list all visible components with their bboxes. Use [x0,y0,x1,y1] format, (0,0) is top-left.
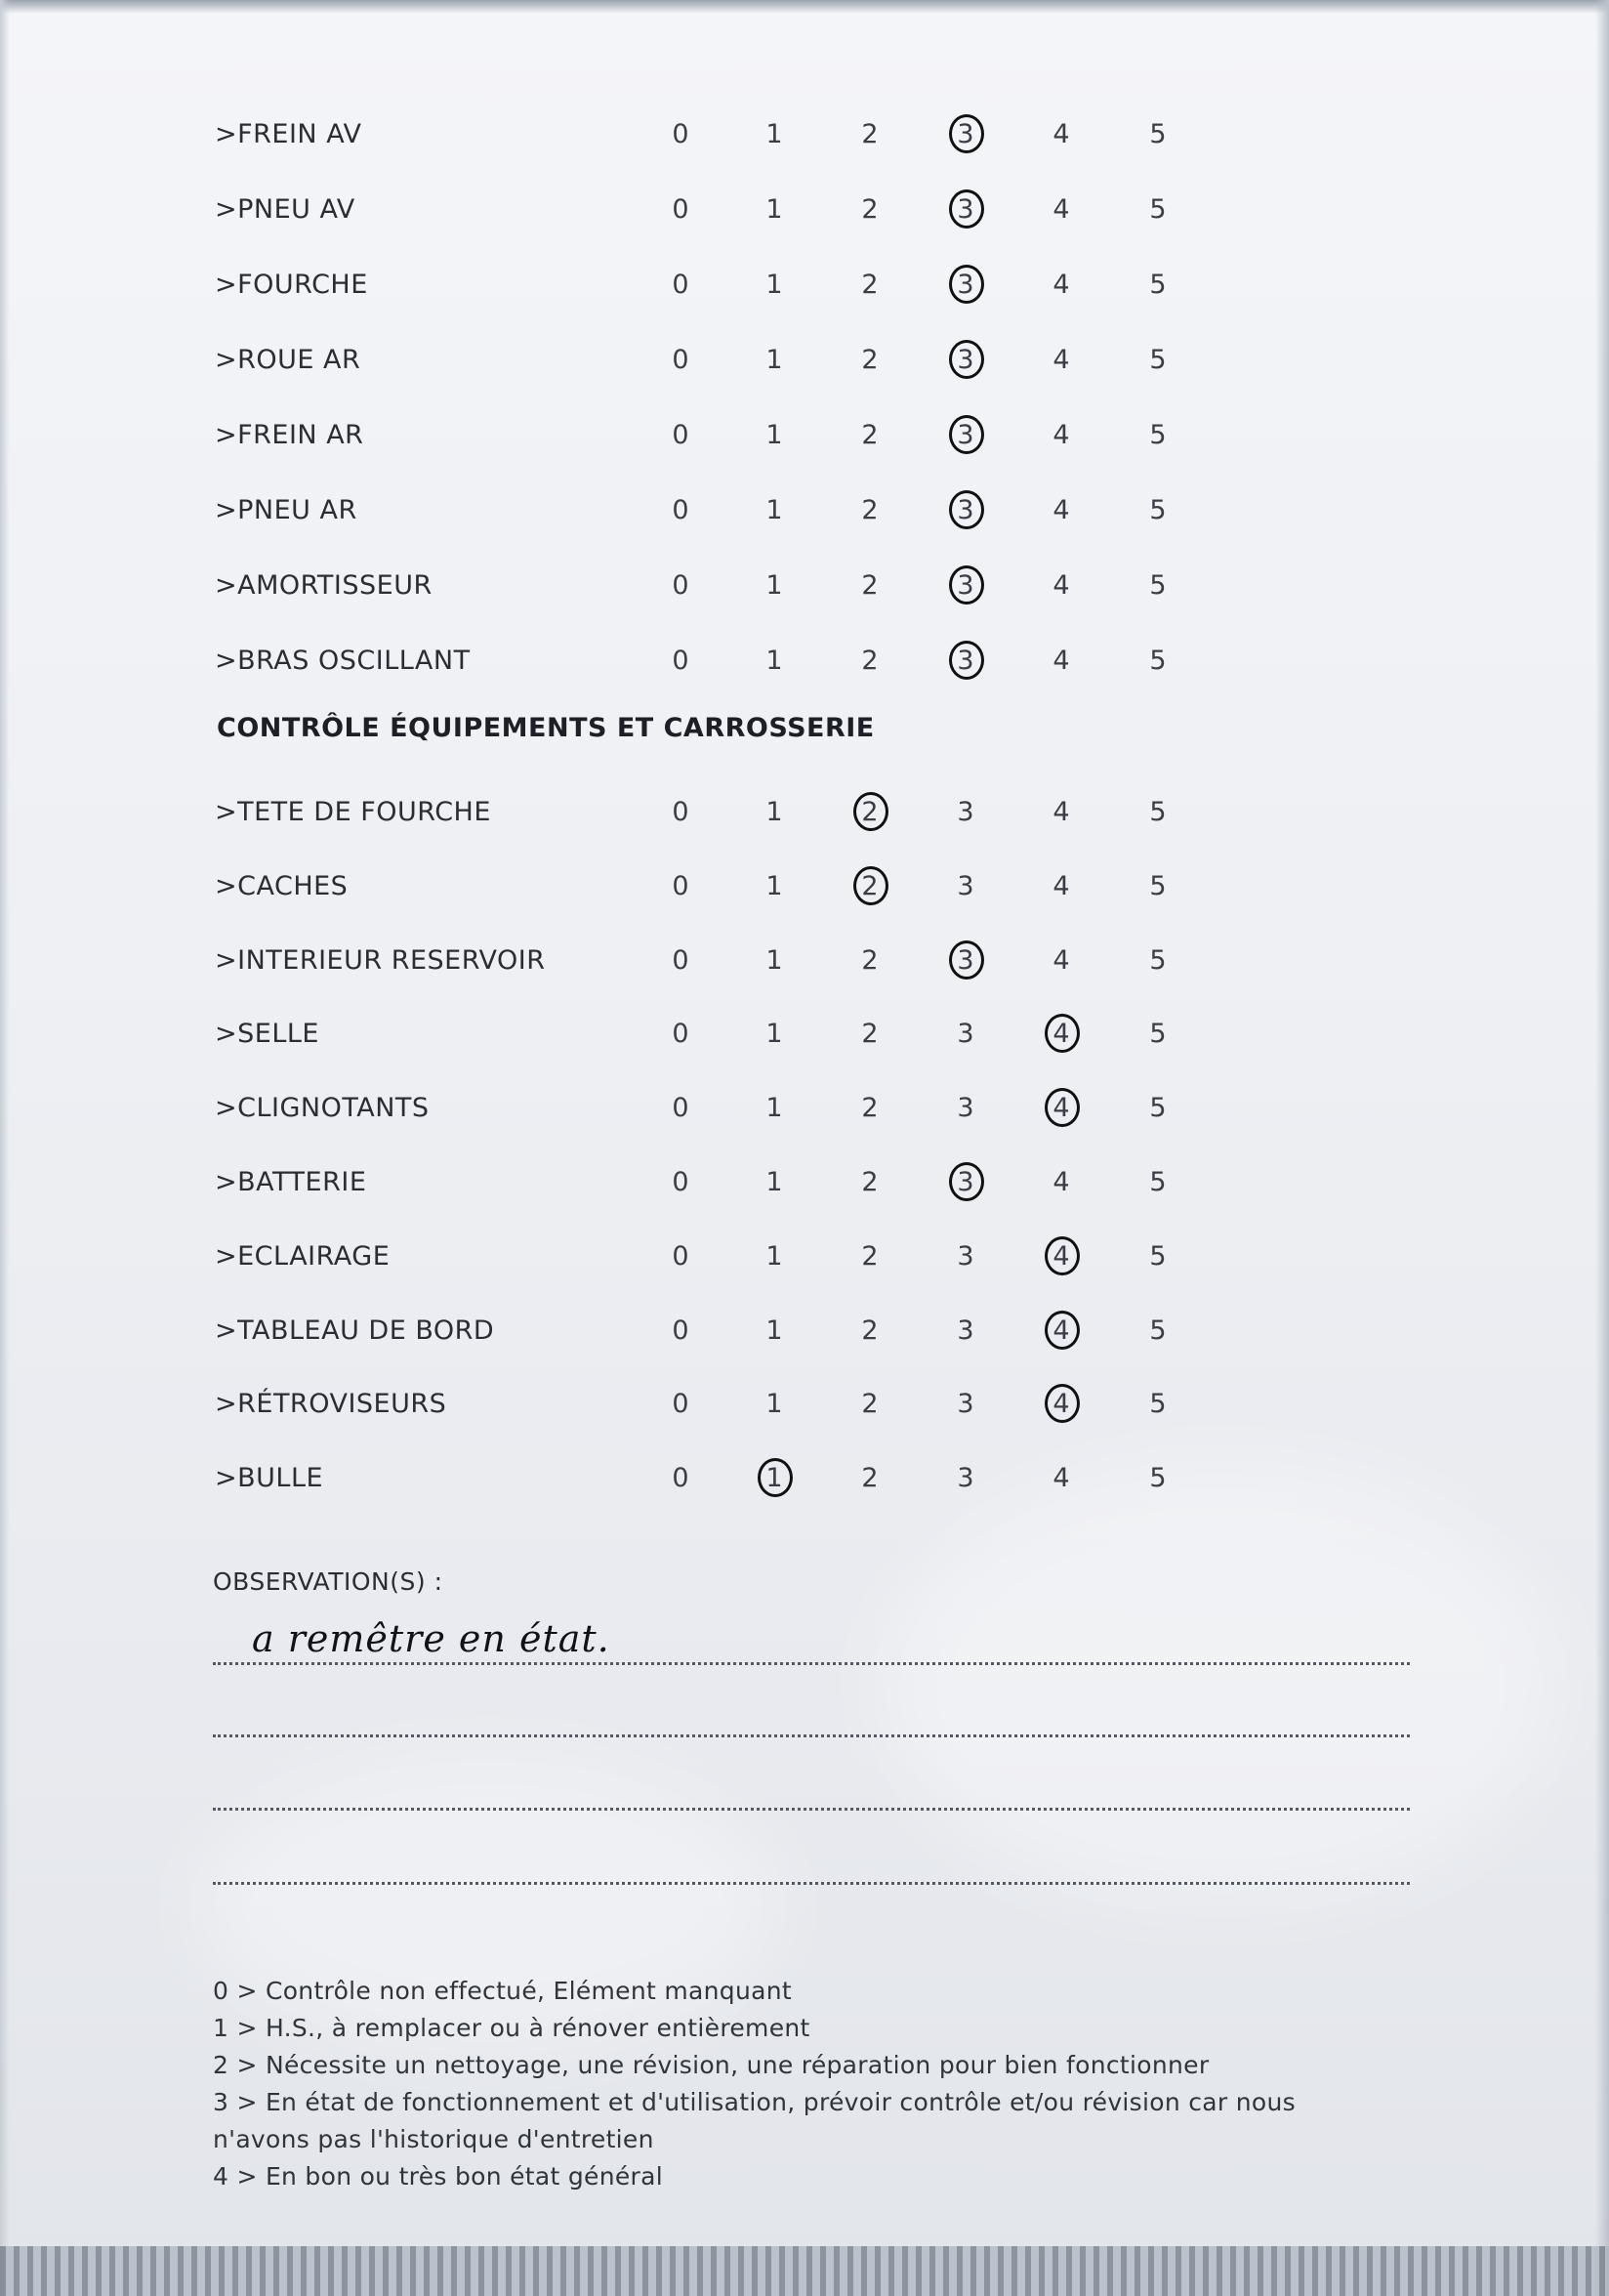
score-4[interactable]: 4 [1052,194,1070,225]
score-5[interactable]: 5 [1149,1389,1167,1419]
score-0[interactable]: 0 [672,646,689,676]
score-5[interactable]: 5 [1149,1167,1167,1197]
score-1[interactable]: 1 [765,1167,783,1197]
score-3[interactable]: 3 [957,1463,974,1493]
score-5[interactable]: 5 [1149,119,1167,149]
score-5[interactable]: 5 [1149,871,1167,901]
score-1[interactable]: 1 [765,270,783,300]
legend-line: 2 > Nécessite un nettoyage, une révision, une réparation pour bien fonctionner [213,2051,1210,2079]
score-5[interactable]: 5 [1149,1463,1167,1493]
score-1[interactable]: 1 [765,420,783,450]
score-5[interactable]: 5 [1149,194,1167,225]
score-circled-3[interactable]: 3 [946,119,985,149]
score-0[interactable]: 0 [672,945,689,976]
checklist-row [215,1379,1416,1438]
score-2[interactable]: 2 [861,945,879,976]
score-2[interactable]: 2 [861,1093,879,1123]
score-circled-4[interactable]: 4 [1042,1389,1081,1419]
score-0[interactable]: 0 [672,194,689,225]
row-label: >SELLE [215,1019,319,1049]
score-3[interactable]: 3 [957,1093,974,1123]
row-label: >BATTERIE [215,1167,367,1197]
score-4[interactable]: 4 [1052,797,1070,827]
score-0[interactable]: 0 [672,1315,689,1346]
row-label: >FOURCHE [215,270,368,300]
score-1[interactable]: 1 [765,646,783,676]
score-0[interactable]: 0 [672,119,689,149]
checklist-row [215,485,1416,544]
plastic-glare [879,1465,1562,1904]
score-1[interactable]: 1 [765,1315,783,1346]
score-1[interactable]: 1 [765,1389,783,1419]
checklist-row [215,1231,1416,1290]
score-4[interactable]: 4 [1052,871,1070,901]
row-label: >PNEU AR [215,495,357,525]
score-5[interactable]: 5 [1149,1019,1167,1049]
score-4[interactable]: 4 [1052,495,1070,525]
score-5[interactable]: 5 [1149,945,1167,976]
sleeve-left-edge [0,0,10,2296]
score-3[interactable]: 3 [957,871,974,901]
score-circled-3[interactable]: 3 [946,495,985,525]
checklist-row [215,861,1416,920]
score-circled-3[interactable]: 3 [946,945,985,976]
score-2[interactable]: 2 [861,1315,879,1346]
score-4[interactable]: 4 [1052,1167,1070,1197]
row-label: >BRAS OSCILLANT [215,646,471,676]
score-1[interactable]: 1 [765,119,783,149]
row-label: >BULLE [215,1463,324,1493]
score-1[interactable]: 1 [765,1241,783,1272]
score-1[interactable]: 1 [765,570,783,601]
checklist-row [215,1083,1416,1142]
score-2[interactable]: 2 [861,119,879,149]
legend-line: 4 > En bon ou très bon état général [213,2162,663,2191]
row-label: >PNEU AV [215,194,355,225]
score-5[interactable]: 5 [1149,1241,1167,1272]
score-1[interactable]: 1 [765,345,783,375]
score-2[interactable]: 2 [861,194,879,225]
score-5[interactable]: 5 [1149,420,1167,450]
score-4[interactable]: 4 [1052,1463,1070,1493]
checklist-row [215,636,1416,694]
checklist-row [215,410,1416,469]
score-circled-2[interactable]: 2 [850,871,889,901]
score-5[interactable]: 5 [1149,1315,1167,1346]
row-label: >ROUE AR [215,345,361,375]
score-0[interactable]: 0 [672,495,689,525]
score-2[interactable]: 2 [861,420,879,450]
score-2[interactable]: 2 [861,270,879,300]
score-2[interactable]: 2 [861,570,879,601]
section-title: CONTRÔLE ÉQUIPEMENTS ET CARROSSERIE [217,713,875,743]
score-4[interactable]: 4 [1052,119,1070,149]
observations-title: OBSERVATION(S) : [213,1567,443,1596]
score-3[interactable]: 3 [957,1315,974,1346]
score-3[interactable]: 3 [957,797,974,827]
score-circled-3[interactable]: 3 [946,1167,985,1197]
observation-line [213,1808,1410,1811]
score-legend [213,1973,1414,2195]
row-label: >ECLAIRAGE [215,1241,391,1272]
score-circled-3[interactable]: 3 [946,345,985,375]
row-label: >RÉTROVISEURS [215,1389,447,1419]
score-1[interactable]: 1 [765,871,783,901]
checklist-row [215,335,1416,394]
row-label: >AMORTISSEUR [215,570,433,601]
score-4[interactable]: 4 [1052,420,1070,450]
score-1[interactable]: 1 [765,945,783,976]
checklist-row [215,1306,1416,1364]
score-5[interactable]: 5 [1149,570,1167,601]
score-1[interactable]: 1 [765,1019,783,1049]
row-label: >CACHES [215,871,349,901]
score-4[interactable]: 4 [1052,345,1070,375]
checklist-row [215,185,1416,243]
checklist-row [215,1009,1416,1067]
score-4[interactable]: 4 [1052,270,1070,300]
score-5[interactable]: 5 [1149,495,1167,525]
score-0[interactable]: 0 [672,1167,689,1197]
checklist-row [215,936,1416,994]
observation-line [213,1662,1410,1665]
observation-handwritten-note: a remêtre en état. [252,1617,610,1660]
checklist-row [215,787,1416,846]
row-label: >INTERIEUR RESERVOIR [215,945,546,976]
observation-line [213,1882,1410,1885]
score-0[interactable]: 0 [672,270,689,300]
sleeve-right-edge [1595,0,1609,2296]
checklist-row [215,1453,1416,1512]
row-label: >TETE DE FOURCHE [215,797,491,827]
score-circled-3[interactable]: 3 [946,570,985,601]
score-2[interactable]: 2 [861,1463,879,1493]
score-circled-1[interactable]: 1 [755,1463,794,1493]
score-circled-4[interactable]: 4 [1042,1019,1081,1049]
score-0[interactable]: 0 [672,797,689,827]
score-2[interactable]: 2 [861,1241,879,1272]
score-0[interactable]: 0 [672,345,689,375]
score-1[interactable]: 1 [765,495,783,525]
score-0[interactable]: 0 [672,1019,689,1049]
score-circled-4[interactable]: 4 [1042,1241,1081,1272]
sleeve-binding-edge [0,2246,1609,2296]
score-3[interactable]: 3 [957,1389,974,1419]
score-0[interactable]: 0 [672,1241,689,1272]
legend-line: 0 > Contrôle non effectué, Elément manquant [213,1977,792,2005]
score-2[interactable]: 2 [861,1167,879,1197]
score-2[interactable]: 2 [861,646,879,676]
score-circled-3[interactable]: 3 [946,270,985,300]
score-5[interactable]: 5 [1149,345,1167,375]
score-circled-3[interactable]: 3 [946,420,985,450]
score-1[interactable]: 1 [765,797,783,827]
score-circled-4[interactable]: 4 [1042,1093,1081,1123]
score-2[interactable]: 2 [861,345,879,375]
score-4[interactable]: 4 [1052,945,1070,976]
score-5[interactable]: 5 [1149,1093,1167,1123]
score-4[interactable]: 4 [1052,646,1070,676]
score-0[interactable]: 0 [672,871,689,901]
checklist-row [215,260,1416,318]
score-circled-3[interactable]: 3 [946,194,985,225]
score-3[interactable]: 3 [957,1241,974,1272]
score-4[interactable]: 4 [1052,570,1070,601]
checklist-row [215,109,1416,168]
score-2[interactable]: 2 [861,1389,879,1419]
score-0[interactable]: 0 [672,1389,689,1419]
score-1[interactable]: 1 [765,194,783,225]
score-5[interactable]: 5 [1149,646,1167,676]
observation-line [213,1734,1410,1737]
score-0[interactable]: 0 [672,420,689,450]
row-label: >CLIGNOTANTS [215,1093,430,1123]
score-2[interactable]: 2 [861,1019,879,1049]
score-5[interactable]: 5 [1149,797,1167,827]
score-0[interactable]: 0 [672,570,689,601]
legend-line: 3 > En état de fonctionnement et d'utilisation, prévoir contrôle et/ou révision car nous [213,2088,1296,2116]
score-1[interactable]: 1 [765,1093,783,1123]
score-5[interactable]: 5 [1149,270,1167,300]
checklist-row [215,1157,1416,1216]
score-circled-3[interactable]: 3 [946,646,985,676]
score-circled-4[interactable]: 4 [1042,1315,1081,1346]
score-circled-2[interactable]: 2 [850,797,889,827]
score-3[interactable]: 3 [957,1019,974,1049]
legend-line: n'avons pas l'historique d'entretien [213,2125,654,2153]
score-0[interactable]: 0 [672,1463,689,1493]
legend-line: 1 > H.S., à remplacer ou à rénover entièrement [213,2014,810,2042]
checklist-row [215,561,1416,619]
score-2[interactable]: 2 [861,495,879,525]
score-0[interactable]: 0 [672,1093,689,1123]
row-label: >FREIN AV [215,119,362,149]
row-label: >TABLEAU DE BORD [215,1315,495,1346]
sleeve-top-edge [0,0,1609,14]
row-label: >FREIN AR [215,420,364,450]
